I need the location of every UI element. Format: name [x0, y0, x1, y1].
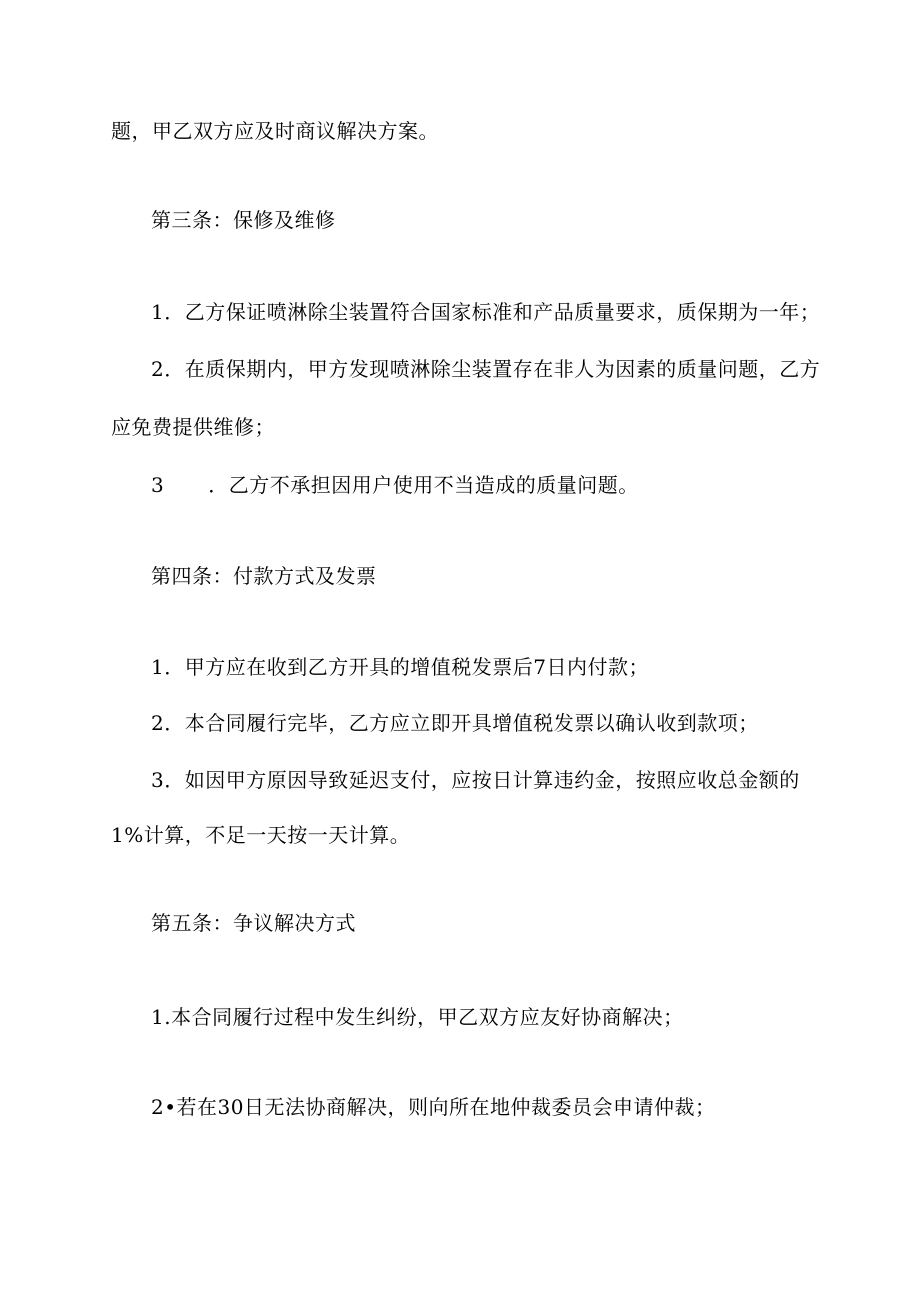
section-heading-article-4: 第四条：付款方式及发票	[151, 564, 377, 588]
clause-3-3-text: ．乙方不承担因用户使用不当造成的质量问题。	[208, 473, 639, 497]
clause-4-1: 1．甲方应在收到乙方开具的增值税发票后7日内付款；	[151, 655, 649, 679]
clause-3-2-continuation: 应免费提供维修；	[111, 415, 275, 439]
clause-5-2: 2•若在30日无法协商解决，则向所在地仲裁委员会申请仲裁；	[151, 1095, 716, 1119]
paragraph-continuation: 题，甲乙双方应及时商议解决方案。	[111, 119, 439, 143]
clause-3-3-number: 3	[151, 473, 165, 497]
clause-4-2: 2．本合同履行完毕，乙方应立即开具增值税发票以确认收到款项；	[151, 711, 759, 735]
clause-3-1: 1．乙方保证喷淋除尘装置符合国家标准和产品质量要求，质保期为一年；	[151, 300, 821, 324]
clause-5-1: 1.本合同履行过程中发生纠纷，甲乙双方应友好协商解决；	[151, 1005, 684, 1029]
clause-3-2: 2．在质保期内，甲方发现喷淋除尘装置存在非人为因素的质量问题，乙方	[151, 357, 821, 381]
section-heading-article-5: 第五条：争议解决方式	[151, 911, 356, 935]
clause-3-3	[151, 471, 639, 499]
section-heading-article-3: 第三条：保修及维修	[151, 208, 336, 232]
clause-4-3-continuation: 1%计算，不足一天按一天计算。	[111, 823, 411, 847]
clause-4-3: 3．如因甲方原因导致延迟支付，应按日计算违约金，按照应收总金额的	[151, 768, 800, 792]
